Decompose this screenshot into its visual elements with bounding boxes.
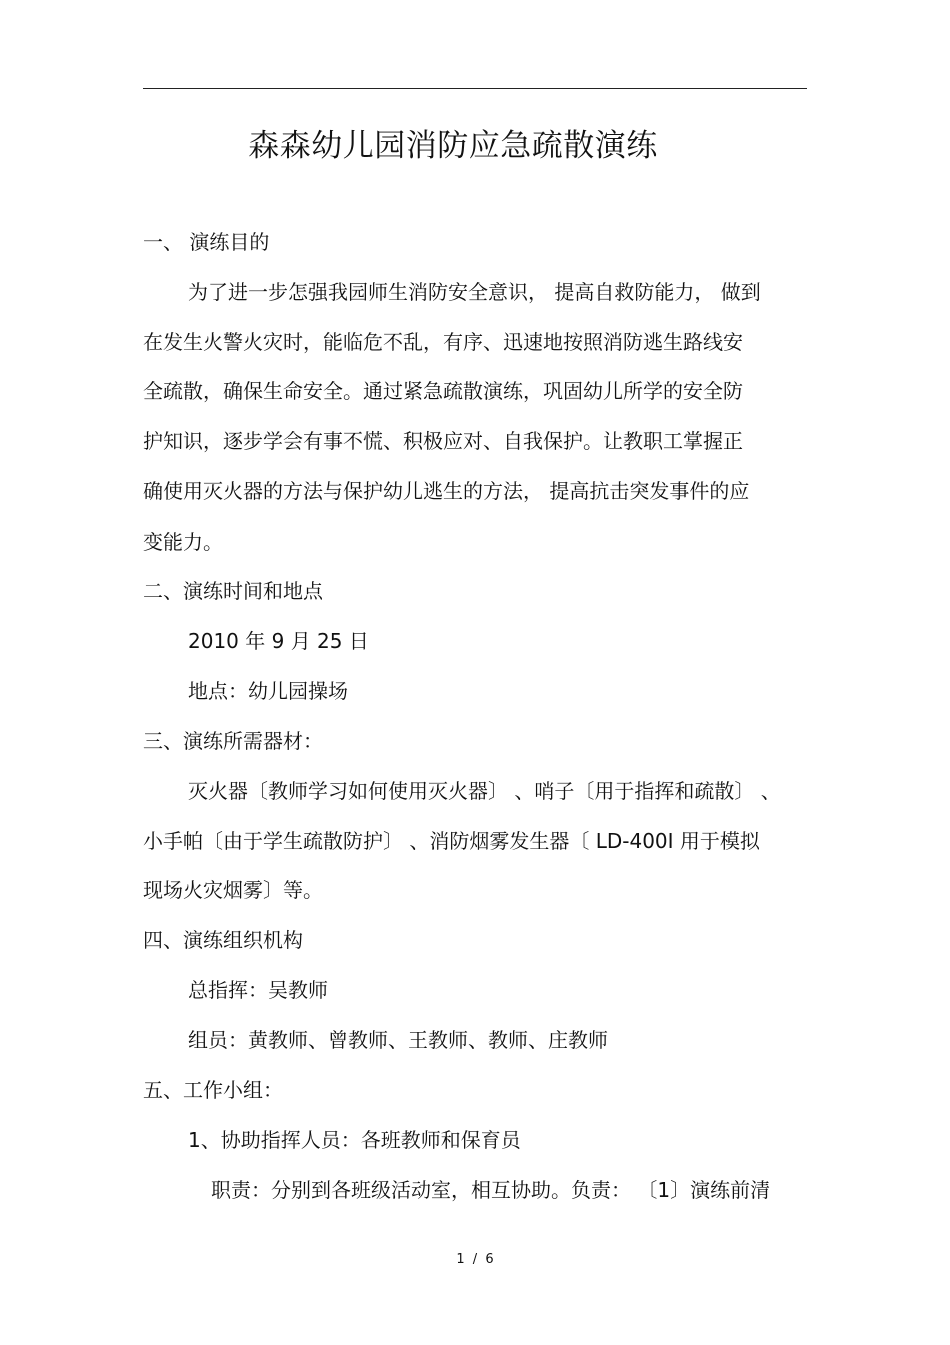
commander-line: 总指挥：吴教师 bbox=[188, 978, 328, 1002]
paragraph-line: 小手帕〔由于学生疏散防护〕 、消防烟雾发生器〔 LD-400I 用于模拟 bbox=[143, 829, 760, 853]
section-heading-time-place: 二、演练时间和地点 bbox=[143, 579, 323, 603]
section-heading-organization: 四、演练组织机构 bbox=[143, 928, 303, 952]
paragraph-line: 为了进一步怎强我园师生消防安全意识， 提高自救防能力， 做到 bbox=[188, 280, 761, 304]
duties-line: 职责：分别到各班级活动室，相互协助。负责： 〔1〕演练前清 bbox=[211, 1178, 771, 1202]
work-group-item: 1、协助指挥人员：各班教师和保育员 bbox=[188, 1128, 521, 1152]
section-heading-equipment: 三、演练所需器材： bbox=[143, 729, 323, 753]
paragraph-line: 现场火灾烟雾〕等。 bbox=[143, 878, 323, 902]
paragraph-line: 护知识，逐步学会有事不慌、积极应对、自我保护。让教职工掌握正 bbox=[143, 429, 743, 453]
paragraph-line: 全疏散，确保生命安全。通过紧急疏散演练，巩固幼儿所学的安全防 bbox=[143, 379, 743, 403]
paragraph-line: 变能力。 bbox=[143, 530, 223, 554]
section-heading-purpose: 一、 演练目的 bbox=[143, 230, 270, 254]
section-heading-work-groups: 五、工作小组： bbox=[143, 1078, 283, 1102]
members-line: 组员：黄教师、曾教师、王教师、教师、庄教师 bbox=[188, 1028, 608, 1052]
paragraph-line: 灭火器〔教师学习如何使用灭火器〕 、哨子〔用于指挥和疏散〕 、 bbox=[188, 779, 781, 803]
drill-date: 2010 年 9 月 25 日 bbox=[188, 629, 369, 653]
page-number: 1 / 6 bbox=[456, 1252, 494, 1267]
paragraph-line: 在发生火警火灾时，能临危不乱，有序、迅速地按照消防逃生路线安 bbox=[143, 330, 743, 354]
document-title: 森森幼儿园消防应急疏散演练 bbox=[248, 128, 658, 164]
paragraph-line: 确使用灭火器的方法与保护幼儿逃生的方法， 提高抗击突发事件的应 bbox=[143, 479, 750, 503]
drill-location: 地点：幼儿园操场 bbox=[188, 679, 348, 703]
header-rule bbox=[143, 88, 807, 89]
